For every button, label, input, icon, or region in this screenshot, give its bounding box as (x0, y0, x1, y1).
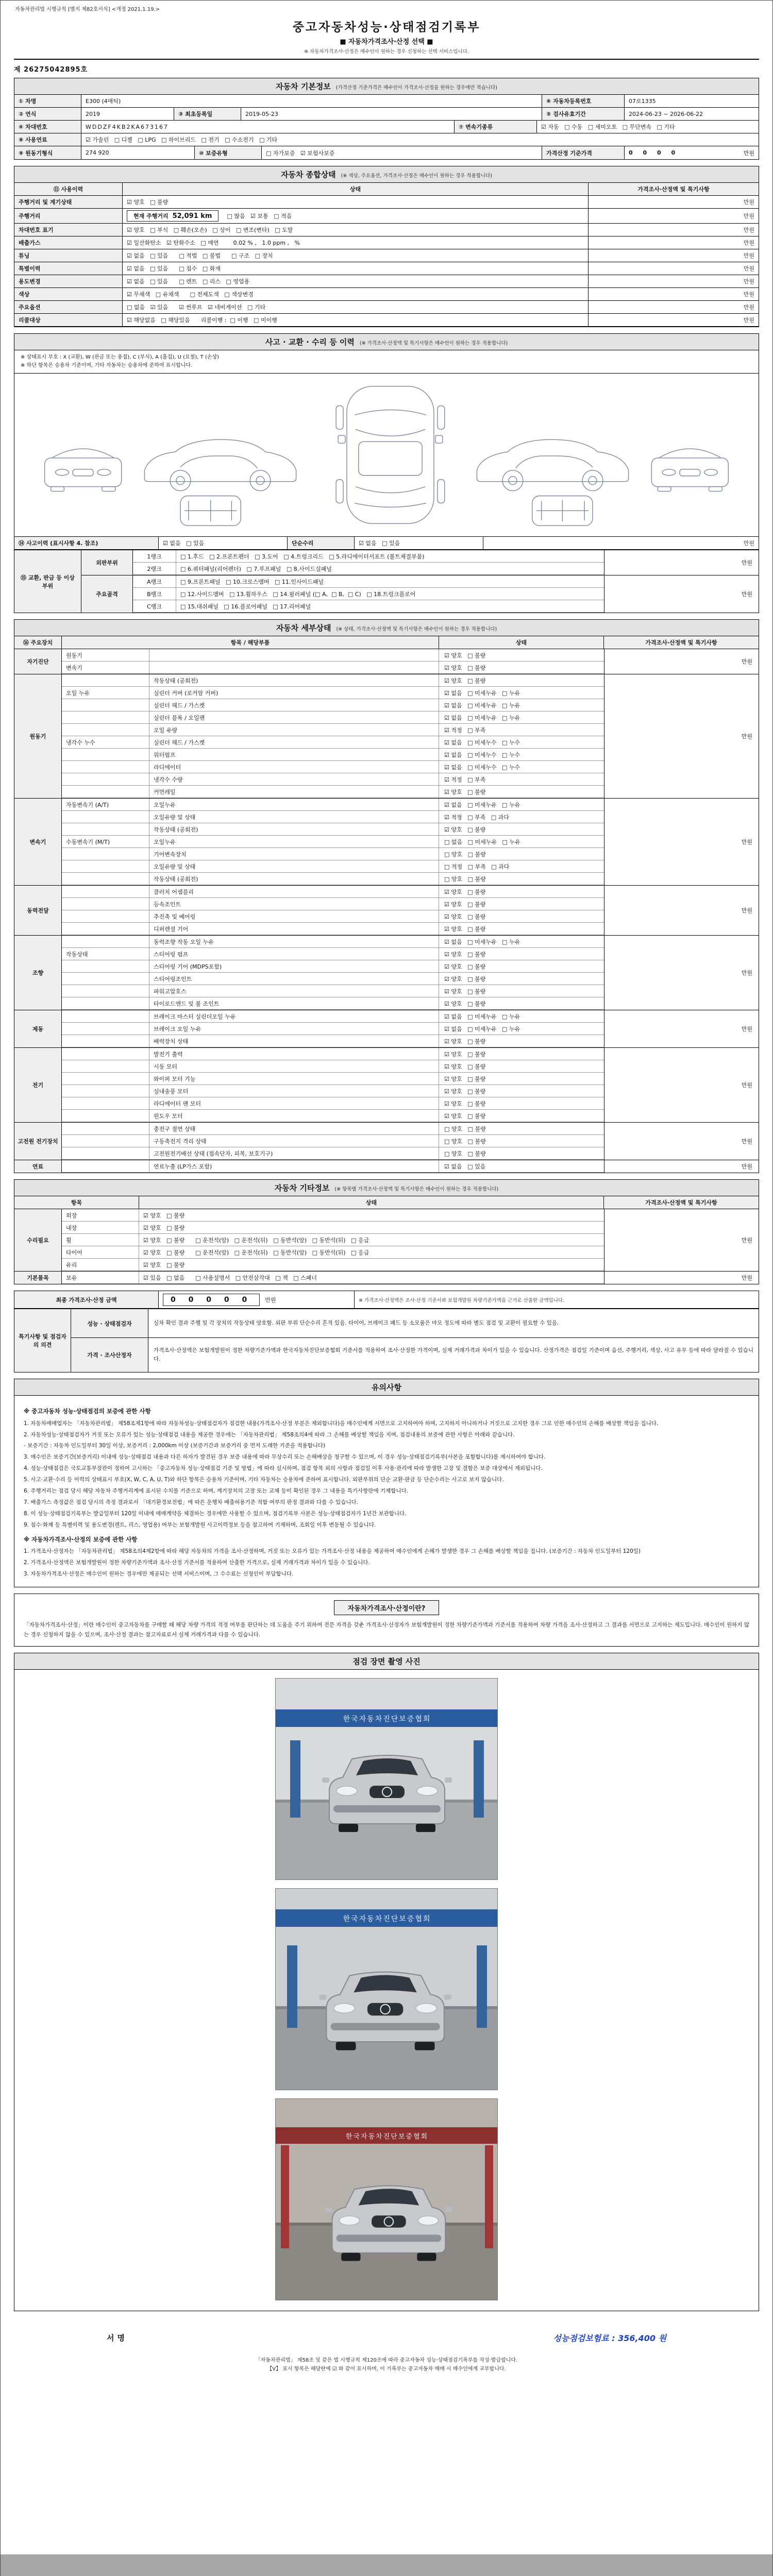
inspector-opinion-row: 성능 · 상태점검자 실차 확인 결과 주행 및 각 장치의 작동상태 양호함. 외판 부위 단순수리 흔적 있음. 타이어, 브레이크 패드 등 소모품은 마모 정도에 따라 별도 점검 및 교환이 필요할 수 있음. (71, 1309, 759, 1338)
detail-row: 스티어링조인트 ☑ 양호 □ 불량 (62, 973, 604, 985)
detail-group-power-train: 동력전달 클러치 어셈블리 ☑ 양호 □ 불량 등속조인트 ☑ 양호 □ 불량 추진축 및 베어링 ☑ 양호 □ 불량 디퍼렌셜 기어 ☑ 양호 □ 불량 만원 (14, 886, 759, 936)
detail-row: 냉각수 누수 실린더 헤드 / 가스켓 ☑ 없음 □ 미세누수 □ 누수 (62, 736, 604, 749)
detail-row: 라디에이터 팬 모터 ☑ 양호 □ 불량 (62, 1097, 604, 1110)
notice-item: - 보증기간 : 자동차 인도일부터 30일 이상, 보증거리 : 2,000km 이상 (보증기간과 보증거리 중 먼저 도래한 기준을 적용합니다) (24, 1443, 326, 1449)
detail-group-brake: 제동 브레이크 마스터 실린더오일 누유 ☑ 없음 □ 미세누유 □ 누유 브레이크 오일 누유 ☑ 없음 □ 미세누유 □ 누유 배력장치 상태 ☑ 양호 □ 불량 만원 (14, 1010, 759, 1048)
detail-status-checkboxes: ☑ 양호 □ 불량 (444, 901, 486, 908)
document-header (14, 15, 759, 60)
detail-row: 냉각수 수량 ☑ 적정 □ 부족 (62, 773, 604, 786)
overall-row-checkboxes: ☑ 없음 □ 있음 □ 렌트 □ 리스 □ 영업용 (123, 275, 589, 287)
detail-status-checkboxes: □ 양호 □ 불량 (444, 851, 486, 858)
panel-checkboxes: □ 1.후드 □ 2.프론트펜더 □ 3.도어 □ 4.트렁크리드 □ 5.라디에이터서포트 (볼트체결부품) (180, 553, 425, 560)
field-label: ④ 차대번호 (14, 121, 81, 133)
overall-row-price: 만원 (743, 227, 754, 233)
car-diagram-svg (16, 378, 757, 532)
overall-row-label: 주요옵션 (14, 301, 123, 313)
notice-item: 8. 이 성능·상태점검기록부는 발급일부터 120일 이내에 매매계약을 체결하는 경우에만 사용할 수 있으며, 점검기록부 사본은 성능·상태점검자가 1년간 보관합니다. (24, 1510, 407, 1517)
section-basic-title: 자동차 기본정보 (가격산정 기준가격은 매수인이 가격조사·산정을 원하는 경우에만 적습니다) (14, 78, 759, 95)
field-label: 가격산정 기준가격 (542, 146, 625, 159)
footer-line-1: 「자동차관리법」 제58조 및 같은 법 시행규칙 제120조에 따라 중고자동차 성능·상태점검기록부를 작성·발급합니다. (255, 2357, 518, 2363)
detail-status-checkboxes: ☑ 양호 □ 불량 (444, 826, 486, 833)
exchange-row (133, 563, 604, 575)
etc-header: 항목 상태 가격조사·산정액 및 특기사항 (14, 1196, 759, 1209)
detail-row: 충전구 절연 상태 □ 양호 □ 불량 (62, 1123, 604, 1135)
etc-status-checkboxes: ☑ 양호 □ 불량 (143, 1212, 185, 1219)
base-price-value: 0 0 0 0 만원 (629, 149, 754, 157)
overall-row-price: 만원 (743, 278, 754, 285)
exchange-row (133, 575, 604, 588)
notice-item: 9. 침수·화재 등 특별이력 및 용도변경(렌트, 리스, 영업용) 여부는 보험개발원 사고이력정보 등을 참고하여 기재하며, 조회일 이후 변동될 수 있습니다. (24, 1521, 376, 1528)
section-whatis-appraisal (14, 1594, 759, 1647)
inspection-photo-1 (275, 1678, 498, 1880)
detail-row: 배력장치 상태 ☑ 양호 □ 불량 (62, 1035, 604, 1047)
detail-status-checkboxes: □ 양호 □ 불량 (444, 1125, 486, 1132)
detail-status-checkboxes: ☑ 양호 □ 불량 (444, 988, 486, 995)
signature-row (14, 2317, 759, 2354)
overall-row (14, 314, 759, 327)
overall-row (14, 288, 759, 301)
detail-row: 실내송풍 모터 ☑ 양호 □ 불량 (62, 1085, 604, 1097)
current-mileage-value: 52,091 km (172, 212, 212, 220)
document-title-note: ※ 자동차가격조사·산정은 매수인이 원하는 경우 신청하는 선택 서비스입니다. (304, 49, 469, 55)
detail-status-checkboxes: ☑ 없음 □ 미세누수 □ 누수 (444, 764, 520, 771)
detail-group-transmission: 변속기 자동변속기 (A/T) 오일누유 ☑ 없음 □ 미세누유 □ 누유 오일유량 및 상태 ☑ 적정 □ 부족 □ 과다 작동상태 (공회전) ☑ 양호 □ 불량 수동변속기 (M/T) 오일누유 □ 없음 □ 미세누유 □ 누유 기어변속장치 □ 양호 □ 불량 오일유량 및 상태 □ 적정 □ 부족 □ 과다 작동상태 (공회전) □ 양호 □ 불량 만원 (14, 799, 759, 886)
overall-row-price: 만원 (743, 252, 754, 259)
inspection-validity-value: 2024-06-23 ~ 2026-06-22 (629, 110, 703, 117)
signature-label: 서명 (107, 2333, 128, 2343)
detail-status-checkboxes: ☑ 양호 □ 불량 (444, 888, 486, 895)
notice-item: 1. 자동차매매업자는 「자동차관리법」 제58조제1항에 따라 자동차성능·상태점검자가 점검한 내용(가격조사·산정 부분은 제외합니다)을 매수인에게 서면으로 고지하여야 하며, 고지하지 아니하거나 거짓으로 고지한 경우 그로 인한 매수인의 손해를 배상할 책임을 집니다. (24, 1420, 659, 1427)
detail-row: 발전기 출력 ☑ 양호 □ 불량 (62, 1048, 604, 1060)
mileage-level-checkboxes: □ 많음 ☑ 보통 □ 적음 (227, 213, 292, 219)
exchange-group-outer-panel: 외판부위 1랭크 □ 1.후드 □ 2.프론트펜더 □ 3.도어 □ 4.트렁크리드 □ 5.라디에이터서포트 (볼트체결부품) 2랭크 □ 6.쿼터패널(리어펜더) □ 7.루프패널 □ 8.사이드실패널 만원 (81, 550, 759, 575)
appraiser-opinion-text: 가격조사·산정액은 보험개발원이 정한 차량기준가액과 한국자동차진단보증협회 기준서를 적용하여 조사·산정한 가격이며, 실제 거래가격과 차이가 있을 수 있습니다. 산정가격은 점검일 기준이며 옵션, 주행거리, 색상, 사고 유무 등에 따라 달라질 수 있습니다. (154, 1347, 753, 1362)
detail-row: 타이로드엔드 및 볼 조인트 ☑ 양호 □ 불량 (62, 997, 604, 1010)
odometer-status-checkboxes: ☑ 양호 □ 불량 (123, 196, 589, 208)
notice-item: 4. 성능·상태점검은 국토교통부장관이 정하여 고시하는 「중고자동차 성능·상태점검 기준 및 방법」에 따라 실시하며, 점검 항목 외의 사항과 점검일 이후 사용·관리에 따라 발생한 고장 및 결함은 보증 대상에서 제외됩니다. (24, 1465, 543, 1472)
current-mileage-box: 현재 주행거리 52,091 km (127, 210, 219, 222)
exchange-repair-block (14, 550, 759, 613)
section-overall-title: 자동차 종합상태 (※ 색상, 주요옵션, 가격조사·산정은 매수인이 원하는 경우 적용합니다) (14, 166, 759, 183)
basic-row-5 (14, 146, 759, 159)
notice-body (14, 1396, 759, 1587)
overall-row-label: 리콜대상 (14, 314, 123, 326)
detail-row: 디퍼렌셜 기어 ☑ 양호 □ 불량 (62, 923, 604, 935)
overall-row (14, 249, 759, 262)
section-etc-title: 자동차 기타정보 (※ 항목별 가격조사·산정액 및 특기사항은 매수인이 원하는 경우 적용합니다) (14, 1180, 759, 1196)
detail-status-checkboxes: □ 양호 □ 불량 (444, 1138, 486, 1145)
accident-notes (14, 350, 759, 374)
field-label: ⑤ 검사유효기간 (542, 108, 625, 120)
detail-status-checkboxes: ☑ 없음 □ 미세누유 □ 누유 (444, 1025, 520, 1032)
detail-row: 윈도우 모터 ☑ 양호 □ 불량 (62, 1110, 604, 1122)
overall-row-checkboxes: ☑ 없음 □ 있음 □ 침수 □ 화재 (123, 262, 589, 275)
exchange-row (133, 588, 604, 600)
field-label: ② 연식 (14, 108, 81, 120)
notice-item: 1. 가격조사·산정자는 「자동차관리법」 제58조의4제2항에 따라 해당 자동차의 가격을 조사·산정하며, 거짓 또는 오류가 있는 가격조사·산정 내용을 제공하여 매수인에게 손해가 발생한 경우 그 손해를 배상할 책임을 집니다. (보증기간 : 자동차 인도일부터 120일) (24, 1548, 641, 1555)
detail-status-checkboxes: □ 적정 □ 부족 □ 과다 (444, 863, 510, 870)
etc-status-checkboxes: ☑ 양호 □ 불량 □ 운전석(앞) □ 운전석(뒤) □ 동반석(앞) □ 동반석(뒤) □ 응급 (143, 1236, 369, 1244)
field-label: ⑥ 자동차등록번호 (542, 95, 625, 107)
vin-value: WDDZF4KB2KA673167 (81, 121, 455, 133)
overall-row-checkboxes: ☑ 양호 □ 부식 □ 훼손(오손) □ 상이 □ 변조(변타) □ 도말 (123, 224, 589, 236)
notice-item: 6. 주행거리는 점검 당시 해당 자동차 주행거리계에 표시된 수치를 기준으로 하며, 계기장치의 고장 또는 교체 등이 확인된 경우 그 내용을 특기사항란에 기재합니다. (24, 1488, 409, 1495)
detail-status-checkboxes: □ 양호 □ 불량 (444, 1150, 486, 1157)
basic-row-4 (14, 133, 759, 146)
overall-row-checkboxes: ☑ 일산화탄소 ☑ 탄화수소 □ 매연 0.02 % , 1.0 ppm , % (123, 236, 589, 249)
rank-label: 1랭크 (133, 550, 176, 562)
overall-row-checkboxes: ☑ 없음 □ 있음 □ 적법 □ 불법 □ 구조 □ 장치 (123, 249, 589, 262)
detail-status-checkboxes: ☑ 없음 □ 미세누유 □ 누유 (444, 938, 520, 945)
detail-status-checkboxes: ☑ 양호 □ 불량 (444, 951, 486, 958)
warranty-type-checkboxes: □ 자가보증 ☑ 보험사보증 (262, 146, 542, 159)
detail-status-checkboxes: ☑ 양호 □ 불량 (444, 1075, 486, 1082)
etc-row: 휠 ☑ 양호 □ 불량 □ 운전석(앞) □ 운전석(뒤) □ 동반석(앞) □ 동반석(뒤) □ 응급 (62, 1234, 604, 1246)
detail-row: 변속기 ☑ 양호 □ 불량 (62, 662, 604, 674)
section-overall-condition (14, 166, 759, 327)
final-price-row: 최종 가격조사·산정 금액 0 0 0 0 0 만원 ※ 가격조사·산정액은 조사·산정 기준서와 보험개발원 차량기준가액을 근거로 산출한 금액입니다. (14, 1291, 759, 1309)
section-accident-history (14, 333, 759, 613)
detail-status-checkboxes: ☑ 없음 □ 미세누유 □ 누유 (444, 714, 520, 721)
field-label: ⑦ 변속기종류 (455, 121, 537, 133)
etc-status-checkboxes: ☑ 양호 □ 불량 (143, 1224, 185, 1231)
detail-row: 작동상태 (공회전) ☑ 양호 □ 불량 (62, 674, 604, 687)
notice-subheading-2: ※ 자동차가격조사·산정의 보증에 관한 사항 (24, 1535, 138, 1543)
simple-repair-checkboxes: ☑ 없음 □ 있음 (355, 537, 483, 549)
appraiser-opinion-row: 가격 · 조사산정자 가격조사·산정액은 보험개발원이 정한 차량기준가액과 한국자동차진단보증협회 기준서를 적용하여 조사·산정한 가격이며, 실제 거래가격과 차이가 있을 수 있습니다. 산정가격은 점검일 기준이며 옵션, 주행거리, 색상, 사고 유무 등에 따라 달라질 수 있습니다. (71, 1338, 759, 1372)
opinion-block-label: 특기사항 및 점검자의 의견 (14, 1309, 71, 1372)
detail-row: 추진축 및 베어링 ☑ 양호 □ 불량 (62, 910, 604, 923)
overall-row-price: 만원 (743, 317, 754, 324)
etc-group-repair-needed: 수리필요 외장 ☑ 양호 □ 불량 내장 ☑ 양호 □ 불량 휠 ☑ 양호 □ 불량 □ 운전석(앞) □ 운전석(뒤) □ 동반석(앞) □ 동반석(뒤) □ 응급 타이어 ☑ 양호 □ 불량 □ 운전석(앞) □ 운전석(뒤) □ 동반석(앞) □ 동반석(뒤) □ 응급 유리 ☑ 양호 □ 불량 만원 (14, 1209, 759, 1272)
status-code-legend: ※ 상태표시 부호 : X (교환), W (판금 또는 용접), C (부식), A (흠집), U (요철), T (손상) (21, 354, 220, 360)
detail-row: 구동축전지 격리 상태 □ 양호 □ 불량 (62, 1135, 604, 1147)
engine-type-value: 274 920 (81, 146, 195, 159)
inspection-photo-3 (275, 2098, 498, 2300)
fuel-checkboxes: ☑ 가솔린 □ 디젤 □ LPG □ 하이브리드 □ 전기 □ 수소전기 □ 기타 (86, 137, 278, 143)
detail-header: ⑯ 주요장치 항목 / 해당부품 상태 가격조사·산정액 및 특기사항 (14, 636, 759, 649)
detail-row: 브레이크 오일 누유 ☑ 없음 □ 미세누유 □ 누유 (62, 1023, 604, 1035)
section-etc-info (14, 1179, 759, 1284)
detail-row: 고전원전기배선 상태 (접속단자, 피복, 보호기구) □ 양호 □ 불량 (62, 1147, 604, 1160)
overall-row-price: 만원 (743, 304, 754, 311)
detail-status-checkboxes: □ 없음 □ 미세누유 □ 누유 (444, 838, 520, 845)
garage-sign-text: 한국자동차진단보증협회 (343, 1715, 431, 1723)
first-registration-value: 2019-05-23 (241, 108, 542, 120)
garage-sign-text: 한국자동차진단보증협회 (343, 1914, 431, 1923)
detail-row: 클러치 어셈블리 ☑ 양호 □ 불량 (62, 886, 604, 898)
document-subtitle: ■ 자동차가격조사·산정 선택 ■ (340, 38, 433, 46)
notice-item: 7. 배출가스 측정값은 점검 당시의 측정 결과로서 「대기환경보전법」에 따른 운행차 배출허용기준 적합 여부의 판정 결과와 다를 수 있습니다. (24, 1499, 358, 1505)
panel-checkboxes: □ 12.사이드멤버 □ 13.휠하우스 □ 14.필러패널 (□ A, □ B, □ C) □ 18.트렁크플로어 (180, 590, 416, 598)
etc-row: 타이어 ☑ 양호 □ 불량 □ 운전석(앞) □ 운전석(뒤) □ 동반석(앞) □ 동반석(뒤) □ 응급 (62, 1246, 604, 1259)
detail-status-checkboxes: ☑ 양호 □ 불량 (444, 1000, 486, 1007)
detail-status-checkboxes: ☑ 없음 □ 미세누유 □ 누유 (444, 801, 520, 808)
detail-group-electrical: 전기 발전기 출력 ☑ 양호 □ 불량 시동 모터 ☑ 양호 □ 불량 와이퍼 모터 기능 ☑ 양호 □ 불량 실내송풍 모터 ☑ 양호 □ 불량 라디에이터 팬 모터 ☑ 양호 □ 불량 윈도우 모터 ☑ 양호 □ 불량 만원 (14, 1048, 759, 1123)
regulation-text: 자동차관리법 시행규칙 [별지 제82호서식] <개정 2021.1.19.> (15, 7, 160, 12)
detail-row: 수동변속기 (M/T) 오일누유 □ 없음 □ 미세누유 □ 누유 (62, 836, 604, 848)
overall-row-checkboxes: □ 없음 ☑ 있음 ☑ 썬루프 ☑ 네비게이션 □ 기타 (123, 301, 589, 313)
detail-row: 와이퍼 모터 기능 ☑ 양호 □ 불량 (62, 1073, 604, 1085)
detail-row: 자동변속기 (A/T) 오일누유 ☑ 없음 □ 미세누유 □ 누유 (62, 799, 604, 811)
passenger-car-note: ※ 하단 항목은 승용차 기준이며, 기타 자동차는 승용차에 준하여 표시합니다. (21, 363, 193, 368)
detail-group-engine: 원동기 작동상태 (공회전) ☑ 양호 □ 불량 오일 누유 실린더 커버 (로커암 커버) ☑ 없음 □ 미세누유 □ 누유 실린더 헤드 / 가스켓 ☑ 없음 □ 미세누유 □ 누유 실린더 블록 / 오일팬 ☑ 없음 □ 미세누유 □ 누유 오일 유량 ☑ 적정 □ 부족 냉각수 누수 실린더 헤드 / 가스켓 ☑ 없음 □ 미세누수 □ 누수 워터펌프 ☑ 없음 □ 미세누수 □ 누수 라디에이터 ☑ 없음 □ 미세누수 □ 누수 냉각수 수량 ☑ 적정 □ 부족 커먼레일 ☑ 양호 □ 불량 만원 (14, 674, 759, 799)
field-label: ⑩ 보증유형 (195, 146, 262, 159)
detail-status-checkboxes: ☑ 양호 □ 불량 (444, 1100, 486, 1107)
detail-row: 라디에이터 ☑ 없음 □ 미세누수 □ 누수 (62, 761, 604, 773)
detail-status-checkboxes: ☑ 양호 □ 불량 (444, 652, 486, 659)
detail-status-checkboxes: ☑ 없음 □ 미세누수 □ 누수 (444, 751, 520, 758)
model-year-value: 2019 (81, 108, 174, 120)
detail-status-checkboxes: ☑ 양호 □ 불량 (444, 664, 486, 671)
basic-row-3 (14, 121, 759, 133)
detail-row: 실린더 헤드 / 가스켓 ☑ 없음 □ 미세누유 □ 누유 (62, 699, 604, 711)
document-number: 제 26275042895호 (14, 66, 88, 74)
overall-row-label: 차대번호 표기 (14, 224, 123, 236)
accident-history-checkboxes: ☑ 없음 □ 있음 (159, 537, 288, 549)
detail-row: 작동상태 (공회전) □ 양호 □ 불량 (62, 873, 604, 885)
basic-row-2 (14, 108, 759, 121)
detail-group-self-diagnosis: 자기진단 원동기 ☑ 양호 □ 불량 변속기 ☑ 양호 □ 불량 만원 (14, 649, 759, 674)
notice-item: 5. 사고·교환·수리 등 이력의 상태표시 부호(X, W, C, A, U, T)와 하단 항목은 승용차 기준이며, 기타 자동차는 승용차에 준하여 표시합니다. 외판부위의 단순 교환·판금 등 단순수리는 사고로 보지 않습니다. (24, 1477, 504, 1483)
detail-status-checkboxes: □ 양호 □ 불량 (444, 875, 486, 883)
detail-row: 등속조인트 ☑ 양호 □ 불량 (62, 898, 604, 910)
overall-row (14, 236, 759, 249)
overall-row (14, 224, 759, 236)
whatis-body: 「자동차가격조사·산정」이란 매수인이 중고자동차를 구매할 때 해당 차량 가격의 적정 여부를 판단하는 데 도움을 주기 위하여 전문 자격을 갖춘 가격조사·산정자가 보험개발원이 정한 차량기준가액과 기준서를 적용하여 차량 가격을 조사·산정하고 그 결과를 서면으로 고지하는 제도입니다. 매수인이 원하지 않는 경우 신청하지 않을 수 있으며, 조사·산정 결과는 참고자료로서 실제 거래가격과 다를 수 있습니다. (24, 1621, 749, 1638)
overall-row (14, 275, 759, 288)
section-notice (14, 1379, 759, 1587)
detail-row: 스티어링 기어 (MDPS포함) ☑ 양호 □ 불량 (62, 960, 604, 973)
document-title: 중고자동차성능·상태점검기록부 (292, 21, 481, 34)
field-label: ① 차명 (14, 95, 81, 107)
car-name-value: E300 (4매틱) (81, 95, 542, 107)
top-meta (15, 5, 758, 12)
registration-number-value: 07로1335 (629, 98, 656, 105)
exchange-row (133, 550, 604, 563)
section-basic-info (14, 78, 759, 160)
detail-status-checkboxes: ☑ 양호 □ 불량 (444, 1063, 486, 1070)
overall-row-label: 튜닝 (14, 249, 123, 262)
detail-row: 시동 모터 ☑ 양호 □ 불량 (62, 1060, 604, 1073)
detail-status-checkboxes: ☑ 없음 □ 미세누수 □ 누수 (444, 739, 520, 746)
section-final-price-opinion (14, 1291, 759, 1372)
detail-status-checkboxes: ☑ 없음 □ 미세누유 □ 누유 (444, 1013, 520, 1020)
final-price-value: 0 0 0 0 0 (163, 1294, 260, 1306)
notice-title: 유의사항 (14, 1379, 759, 1396)
detail-status-checkboxes: ☑ 양호 □ 불량 (444, 925, 486, 933)
overall-row-price: 만원 (743, 265, 754, 272)
detail-row: 기어변속장치 □ 양호 □ 불량 (62, 848, 604, 860)
photo-list (14, 1670, 759, 2311)
section-inspection-photos (14, 1653, 759, 2311)
notice-item: 3. 매수인은 보증기간(보증거리) 이내에 성능·상태점검 내용과 다른 하자가 발견된 경우 보증 내용에 따라 무상수리 또는 손해배상을 청구할 수 있으며, 이 경우 성능·상태점검기록부(사본을 포함합니다)를 제시하여야 합니다. (24, 1454, 546, 1461)
detail-status-checkboxes: ☑ 양호 □ 불량 (444, 975, 486, 982)
detail-row: 연료누출 (LP가스 포함) ☑ 없음 □ 있음 (62, 1160, 604, 1173)
detail-row: 실린더 블록 / 오일팬 ☑ 없음 □ 미세누유 □ 누유 (62, 711, 604, 724)
detail-group-fuel: 연료 연료누출 (LP가스 포함) ☑ 없음 □ 있음 만원 (14, 1160, 759, 1173)
overall-row-label: 색상 (14, 288, 123, 300)
detail-status-checkboxes: ☑ 적정 □ 부족 (444, 776, 486, 783)
overall-row-label: 특별이력 (14, 262, 123, 275)
etc-status-checkboxes: ☑ 양호 □ 불량 (143, 1261, 185, 1268)
section-accident-title: 사고 · 교환 · 수리 등 이력 (※ 가격조사·산정액 및 특기사항은 매수인이 원하는 경우 적용합니다) (14, 334, 759, 350)
etc-row: 유리 ☑ 양호 □ 불량 (62, 1259, 604, 1271)
detail-status-checkboxes: ☑ 없음 □ 미세누유 □ 누유 (444, 689, 520, 697)
detail-status-checkboxes: ☑ 양호 □ 불량 (444, 788, 486, 795)
detail-status-checkboxes: ☑ 양호 □ 불량 (444, 963, 486, 970)
etc-row: 내장 ☑ 양호 □ 불량 (62, 1222, 604, 1234)
overall-header: ⑪ 사용이력 상태 가격조사·산정액 및 특기사항 (14, 183, 759, 196)
garage-sign-text: 한국자동차진단보증협회 (345, 2132, 429, 2141)
overall-row-checkboxes: ☑ 무채색 □ 유채색 □ 전체도색 □ 색상변경 (123, 288, 589, 300)
etc-status-checkboxes: ☑ 양호 □ 불량 □ 운전석(앞) □ 운전석(뒤) □ 동반석(앞) □ 동반석(뒤) □ 응급 (143, 1249, 369, 1256)
etc-row: 외장 ☑ 양호 □ 불량 (62, 1209, 604, 1222)
detail-status-checkboxes: ☑ 양호 □ 불량 (444, 1112, 486, 1120)
section-detail-title: 자동차 세부상태 (※ 상태, 가격조사·산정액 및 특기사항은 매수인이 원하는 경우 적용합니다) (14, 620, 759, 636)
final-price-note: ※ 가격조사·산정액은 조사·산정 기준서와 보험개발원 차량기준가액을 근거로 산출한 금액입니다. (359, 1297, 565, 1303)
notice-item: 2. 가격조사·산정액은 보험개발원이 정한 차량기준가액과 조사·산정 기준서를 적용하여 산출한 가격으로, 실제 거래가격과 차이가 있을 수 있습니다. (24, 1560, 370, 1566)
detail-row: 오일유량 및 상태 ☑ 적정 □ 부족 □ 과다 (62, 811, 604, 823)
detail-row: 오일 유량 ☑ 적정 □ 부족 (62, 724, 604, 736)
detail-status-checkboxes: ☑ 양호 □ 불량 (444, 1038, 486, 1045)
field-label: ⑧ 사용연료 (14, 133, 81, 146)
overall-row (14, 262, 759, 275)
inspector-opinion-text: 실차 확인 결과 주행 및 각 장치의 작동상태 양호함. 외판 부위 단순수리 흔적 있음. 타이어, 브레이크 패드 등 소모품은 마모 정도에 따라 별도 점검 및 교환이 필요할 수 있음. (154, 1320, 559, 1327)
detail-group-high-voltage: 고전원 전기장치 충전구 절연 상태 □ 양호 □ 불량 구동축전지 격리 상태 □ 양호 □ 불량 고전원전기배선 상태 (접속단자, 피복, 보호기구) □ 양호 □ 불량 만원 (14, 1123, 759, 1160)
panel-checkboxes: □ 15.대쉬패널 □ 16.플로어패널 □ 17.리어패널 (180, 603, 311, 610)
detail-status-checkboxes: ☑ 없음 □ 미세누유 □ 누유 (444, 702, 520, 709)
notice-item: 2. 자동차성능·상태점검자가 거짓 또는 오류가 있는 성능·상태점검 내용을 제공한 경우에는 「자동차관리법」 제58조의4에 따라 그 손해를 배상할 책임을 지며, 점검내용의 보증에 관한 사항은 아래와 같습니다. (24, 1431, 515, 1438)
detail-status-checkboxes: ☑ 양호 □ 불량 (444, 913, 486, 920)
detail-status-checkboxes: ☑ 적정 □ 부족 □ 과다 (444, 814, 509, 821)
exchange-group-main-frame: 주요골격 A랭크 □ 9.프론트패널 □ 10.크로스멤버 □ 11.인사이드패널 B랭크 □ 12.사이드멤버 □ 13.휠하우스 □ 14.필러패널 (□ A, □ B, □ C) □ 18.트렁크플로어 C랭크 □ 15.대쉬패널 □ 16.플로어패널 □ 17.리어패널 만원 (81, 575, 759, 613)
detail-row: 커먼레일 ☑ 양호 □ 불량 (62, 786, 604, 798)
notice-subheading-1: ※ 중고자동차 성능·상태점검의 보증에 관한 사항 (24, 1408, 151, 1415)
etc-status-checkboxes: ☑ 있음 □ 없음 □ 사용설명서 □ 안전삼각대 □ 잭 □ 스패너 (143, 1274, 317, 1281)
detail-row: 작동상태 스티어링 펌프 ☑ 양호 □ 불량 (62, 948, 604, 960)
footer-notes (14, 2354, 759, 2381)
inspection-fee-text: 성능점검보험료 : 356,400 원 (553, 2333, 666, 2343)
detail-status-checkboxes: ☑ 적정 □ 부족 (444, 726, 486, 734)
exchange-row (133, 600, 604, 613)
whatis-title: 자동차가격조사·산정이란? (334, 1600, 440, 1615)
basic-row-1 (14, 95, 759, 108)
overall-row-odometer: 주행거리 및 계기상태 ☑ 양호 □ 불량 만원 (14, 196, 759, 209)
rank-label: A랭크 (133, 575, 176, 587)
rank-label: C랭크 (133, 600, 176, 612)
overall-row-mileage: 주행거리 현재 주행거리 52,091 km □ 많음 ☑ 보통 □ 적음 만원 (14, 209, 759, 224)
detail-row: 동력조향 작동 오일 누유 ☑ 없음 □ 미세누유 □ 누유 (62, 936, 604, 948)
field-label: ③ 최초등록일 (174, 108, 241, 120)
detail-row: 오일 누유 실린더 커버 (로커암 커버) ☑ 없음 □ 미세누유 □ 누유 (62, 687, 604, 699)
detail-status-checkboxes: ☑ 양호 □ 불량 (444, 677, 486, 684)
overall-row-price: 만원 (743, 291, 754, 298)
etc-row: 보유 ☑ 있음 □ 없음 □ 사용설명서 □ 안전삼각대 □ 잭 □ 스패너 (62, 1272, 604, 1284)
overall-row (14, 301, 759, 314)
detail-row: 브레이크 마스터 실린더오일 누유 ☑ 없음 □ 미세누유 □ 누유 (62, 1010, 604, 1023)
footer-line-2: 【V】 표시 항목은 해당란에 ☑ 와 같이 표시하며, 이 기록부는 중고자동차 매매 시 매수인에게 교부합니다. (267, 2366, 506, 2372)
panel-checkboxes: □ 6.쿼터패널(리어펜더) □ 7.루프패널 □ 8.사이드실패널 (180, 565, 332, 572)
photos-title: 점검 장면 촬영 사진 (14, 1653, 759, 1670)
transmission-checkboxes: ☑ 자동 □ 수동 □ 세미오토 □ 무단변속 □ 기타 (541, 124, 675, 130)
exchange-block-label: ⑮ 교환, 판금 등 이상 부위 (14, 550, 81, 613)
detail-status-checkboxes: ☑ 양호 □ 불량 (444, 1050, 486, 1058)
etc-group-basic-items: 기본품목 보유 ☑ 있음 □ 없음 □ 사용설명서 □ 안전삼각대 □ 잭 □ 스패너 만원 (14, 1272, 759, 1284)
inspector-opinion-block (14, 1309, 759, 1372)
overall-row-label: 배출가스 (14, 236, 123, 249)
detail-row: 작동상태 (공회전) ☑ 양호 □ 불량 (62, 823, 604, 836)
detail-row: 파워고압호스 ☑ 양호 □ 불량 (62, 985, 604, 997)
overall-row-label: 용도변경 (14, 275, 123, 287)
section-detail-condition (14, 619, 759, 1173)
car-damage-diagram (14, 374, 759, 537)
overall-row-checkboxes: ☑ 해당없음 □ 해당있음 리콜이행 : □ 이행 □ 미이행 (123, 314, 589, 326)
detail-row: 원동기 ☑ 양호 □ 불량 (62, 649, 604, 662)
detail-row: 워터펌프 ☑ 없음 □ 미세누수 □ 누수 (62, 749, 604, 761)
field-label: ⑨ 원동기형식 (14, 146, 81, 159)
inspection-photo-2 (275, 1888, 498, 2090)
overall-row-price: 만원 (743, 240, 754, 246)
detail-status-checkboxes: ☑ 없음 □ 있음 (444, 1163, 486, 1170)
rank-label: B랭크 (133, 588, 176, 600)
rank-label: 2랭크 (133, 563, 176, 574)
accident-history-row: ⑭ 사고이력 (표시사항 4. 참조) ☑ 없음 □ 있음 단순수리 ☑ 없음 □ 있음 만원 (14, 537, 759, 550)
detail-row: 오일유량 및 상태 □ 적정 □ 부족 □ 과다 (62, 860, 604, 873)
panel-checkboxes: □ 9.프론트패널 □ 10.크로스멤버 □ 11.인사이드패널 (180, 578, 324, 585)
scan-edge-strip (1, 2554, 772, 2576)
detail-status-checkboxes: ☑ 양호 □ 불량 (444, 1088, 486, 1095)
notice-item: 3. 자동차가격조사·산정은 매수인이 원하는 경우에만 제공되는 선택 서비스이며, 그 수수료는 신청인이 부담합니다. (24, 1571, 294, 1578)
detail-group-steering: 조향 동력조향 작동 오일 누유 ☑ 없음 □ 미세누유 □ 누유 작동상태 스티어링 펌프 ☑ 양호 □ 불량 스티어링 기어 (MDPS포함) ☑ 양호 □ 불량 스티어링조인트 ☑ 양호 □ 불량 파워고압호스 ☑ 양호 □ 불량 타이로드엔드 및 볼 조인트 ☑ 양호 □ 불량 만원 (14, 936, 759, 1010)
